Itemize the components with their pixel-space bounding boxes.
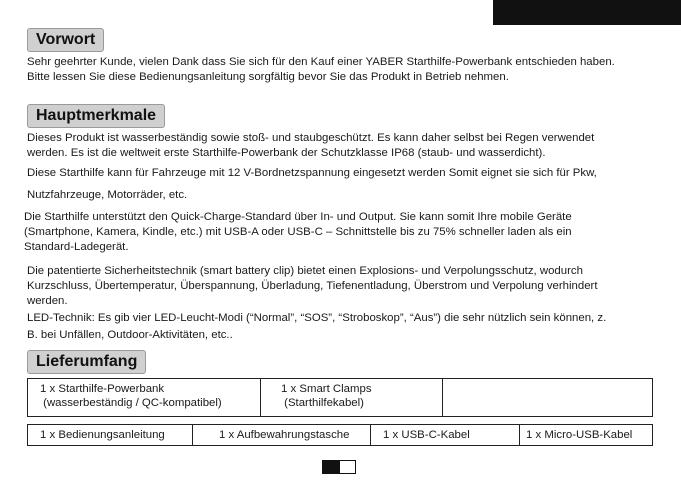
cell-line: (Starthilfekabel) [281, 397, 364, 409]
text-line: (Smartphone, Kamera, Kindle, etc.) mit USB-A oder USB-C – Schnittstelle bis zu 75% schneller laden als ein [24, 226, 572, 238]
table-cell: 1 x Bedienungsanleitung [28, 425, 193, 445]
feature-paragraph [27, 166, 667, 203]
vorwort-text [27, 55, 667, 85]
text-line: werden. Es ist die weltweit erste Starthilfe-Powerbank der Schutzklasse IP68 (staub- und wasserdicht). [27, 147, 546, 159]
cell-line: 1 x Smart Clamps [281, 383, 372, 395]
contents-table-row-1 [27, 378, 653, 417]
text-line: Diese Starthilfe kann für Fahrzeuge mit 12 V-Bordnetzspannung eingesetzt werden Somit eignet sie sich für Pkw, [27, 167, 597, 179]
text-line: Die patentierte Sicherheitstechnik (smart battery clip) bietet einen Explosions- und Verpolungsschutz, wodurch [27, 265, 583, 277]
corner-tab [493, 0, 681, 25]
text-line: Dieses Produkt ist wasserbeständig sowie stoß- und staubgeschützt. Es kann daher selbst bei Regen verwendet [27, 132, 595, 144]
text-line: B. bei Unfällen, Outdoor-Aktivitäten, etc.. [27, 329, 233, 341]
heading-lieferumfang: Lieferumfang [27, 350, 146, 374]
table-cell [261, 379, 443, 416]
table-cell-empty [443, 379, 652, 416]
text-line: Die Starthilfe unterstützt den Quick-Charge-Standard über In- und Output. Sie kann somit Ihre mobile Geräte [24, 211, 572, 223]
feature-paragraph [24, 210, 664, 255]
table-cell: 1 x USB-C-Kabel [371, 425, 520, 445]
cell-line: (wasserbeständig / QC-kompatibel) [40, 397, 222, 409]
text-line: Kurzschluss, Übertemperatur, Überspannung, Überladung, Tiefenentladung, Überstrom und Verpolung verhindert [27, 280, 598, 292]
feature-paragraph [27, 311, 667, 343]
table-cell: 1 x Aufbewahrungstasche [193, 425, 371, 445]
heading-hauptmerkmale: Hauptmerkmale [27, 104, 165, 128]
table-cell: 1 x Micro-USB-Kabel [526, 429, 633, 441]
table-cell [28, 379, 261, 416]
text-line: LED-Technik: Es gib vier LED-Leucht-Modi (“Normal”, “SOS”, “Stroboskop”, “Aus”) die sehr nützlich sein können, z. [27, 312, 607, 324]
page-indicator [322, 460, 356, 474]
text-line: Sehr geehrter Kunde, vielen Dank dass Sie sich für den Kauf einer YABER Starthilfe-Powerbank entschieden haben. [27, 56, 615, 68]
feature-paragraph [27, 131, 667, 161]
heading-vorwort: Vorwort [27, 28, 104, 52]
page-indicator-fill [323, 461, 340, 473]
contents-table-row-2 [27, 424, 653, 446]
text-line: Bitte lessen Sie diese Bedienungsanleitung sorgfältig bevor Sie das Produkt in Betrieb nehmen. [27, 71, 509, 83]
feature-paragraph [27, 264, 667, 309]
cell-line: 1 x Starthilfe-Powerbank [40, 383, 165, 395]
text-line: werden. [27, 295, 68, 307]
text-line: Nutzfahrzeuge, Motorräder, etc. [27, 189, 188, 201]
text-line: Standard-Ladegerät. [24, 241, 129, 253]
